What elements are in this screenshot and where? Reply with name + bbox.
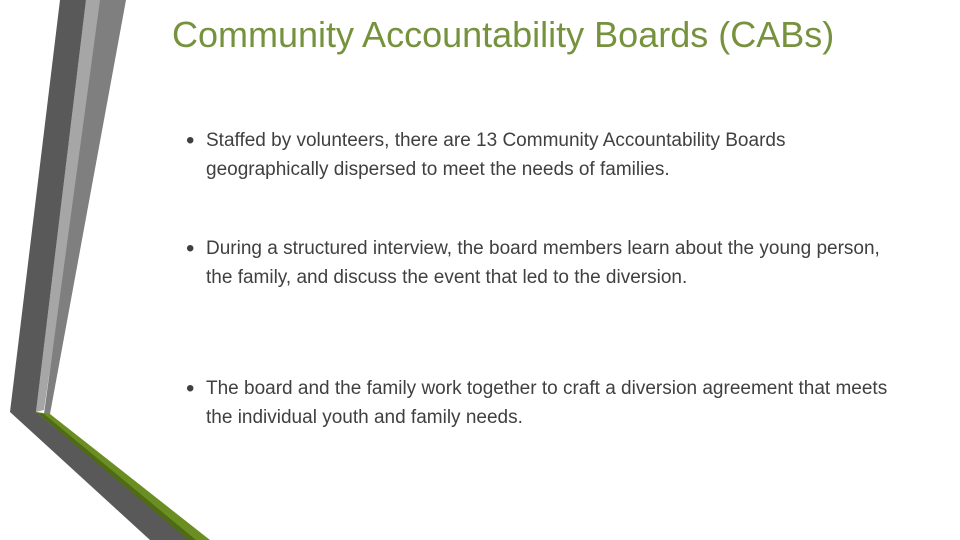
- bullet-item: [186, 126, 906, 184]
- bullet-item: [186, 374, 906, 432]
- bullet-text: During a structured interview, the board members learn about the young person, the family, and discuss the event that led to the diversion.: [206, 238, 880, 288]
- bullet-text: Staffed by volunteers, there are 13 Community Accountability Boards geographically dispersed to meet the needs of families.: [206, 130, 786, 180]
- bullet-icon: •: [186, 375, 195, 402]
- bullet-icon: •: [186, 127, 195, 154]
- bullet-text: The board and the family work together to craft a diversion agreement that meets the individual youth and family needs.: [206, 378, 888, 428]
- slide-title: Community Accountability Boards (CABs): [172, 14, 835, 55]
- bullet-item: [186, 234, 906, 292]
- bullet-icon: •: [186, 235, 195, 262]
- decor-diagonal-grey: [10, 412, 190, 540]
- decor-diagonal-green-shade: [36, 412, 196, 540]
